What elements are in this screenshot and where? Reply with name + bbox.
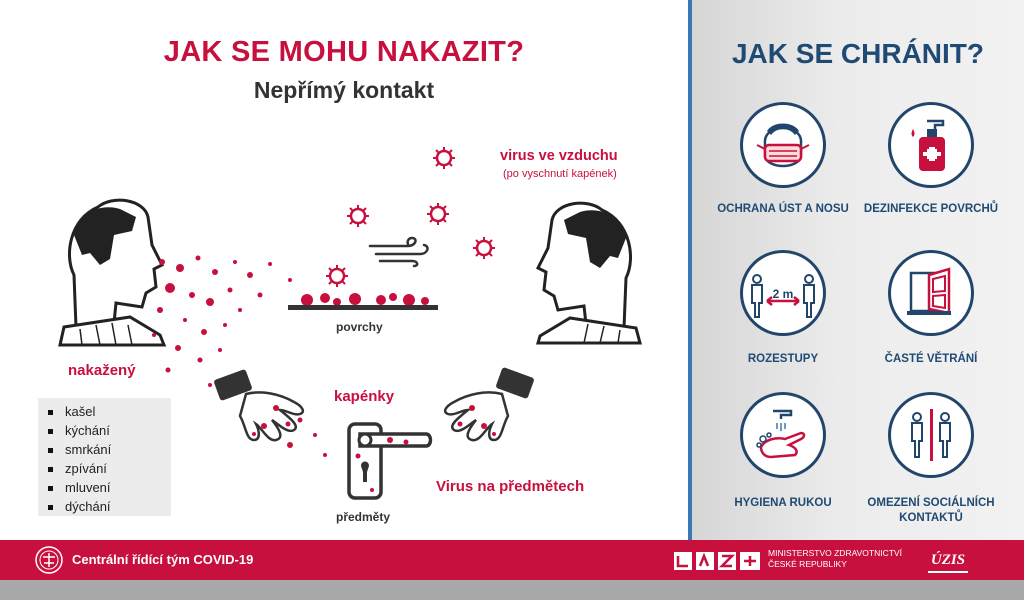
surface-illustration — [285, 290, 445, 314]
separation-icon — [888, 392, 974, 478]
infected-label: nakažený — [68, 362, 136, 379]
measure-label: ROZESTUPY — [747, 353, 819, 365]
measure-label: HYGIENA RUKOU — [734, 497, 832, 509]
measure-label: ČASTÉ VĚTRÁNÍ — [884, 353, 978, 365]
infection-subtitle: Nepřímý kontakt — [253, 77, 435, 103]
protection-panel — [692, 0, 1024, 540]
uzis-logo: ÚZIS — [928, 549, 968, 573]
protection-title: JAK SE CHRÁNIT? — [731, 38, 984, 69]
virus-icon — [472, 236, 496, 260]
objects-label: předměty — [336, 510, 391, 524]
face-mask-icon — [740, 102, 826, 188]
measure-label: OCHRANA ÚST A NOSU — [717, 203, 849, 215]
sanitizer-icon — [888, 102, 974, 188]
virus-icon — [432, 146, 456, 170]
virus-objects-label: Virus na předmětech — [436, 478, 585, 495]
right-hand-illustration — [438, 368, 538, 448]
measure-label: OMEZENÍ SOCIÁLNÍCH KONTAKTŮ — [867, 497, 995, 524]
infection-title: JAK SE MOHU NAKAZIT? — [163, 36, 525, 68]
wind-icon — [368, 236, 432, 266]
footer-strip — [0, 580, 1024, 600]
team-emblem-icon — [34, 545, 64, 575]
door-handle-illustration — [346, 420, 436, 502]
symptom-item: kýchání — [48, 421, 171, 440]
symptom-item: mluvení — [48, 478, 171, 497]
droplets-label: kapénky — [334, 388, 395, 405]
symptoms-list — [38, 398, 171, 516]
virus-icon — [325, 264, 349, 288]
team-name: Centrální řídící tým COVID-19 — [72, 552, 254, 567]
symptom-item: dýchání — [48, 497, 171, 516]
handwash-icon — [740, 392, 826, 478]
measure-label: DEZINFEKCE POVRCHŮ — [863, 203, 999, 215]
ministry-line1: MINISTERSTVO ZDRAVOTNICTVÍ — [768, 548, 902, 558]
healthy-person-illustration — [530, 198, 640, 343]
ministry-logo-icon — [674, 550, 762, 572]
symptom-item: zpívání — [48, 459, 171, 478]
symptom-item: smrkání — [48, 440, 171, 459]
distance-icon — [740, 250, 826, 336]
symptom-item: kašel — [48, 402, 171, 421]
distance-value: 2 m — [772, 287, 794, 301]
left-hand-illustration — [210, 366, 310, 446]
ministry-line2: ČESKÉ REPUBLIKY — [768, 559, 847, 569]
footer-bar — [0, 540, 1024, 580]
surfaces-label: povrchy — [336, 320, 383, 334]
virus-icon — [426, 202, 450, 226]
window-icon — [888, 250, 974, 336]
ministry-name — [768, 548, 902, 570]
virus-icon — [346, 204, 370, 228]
virus-air-label: virus ve vzduchu — [500, 148, 618, 164]
virus-air-note: (po vyschnutí kapének) — [503, 168, 617, 180]
